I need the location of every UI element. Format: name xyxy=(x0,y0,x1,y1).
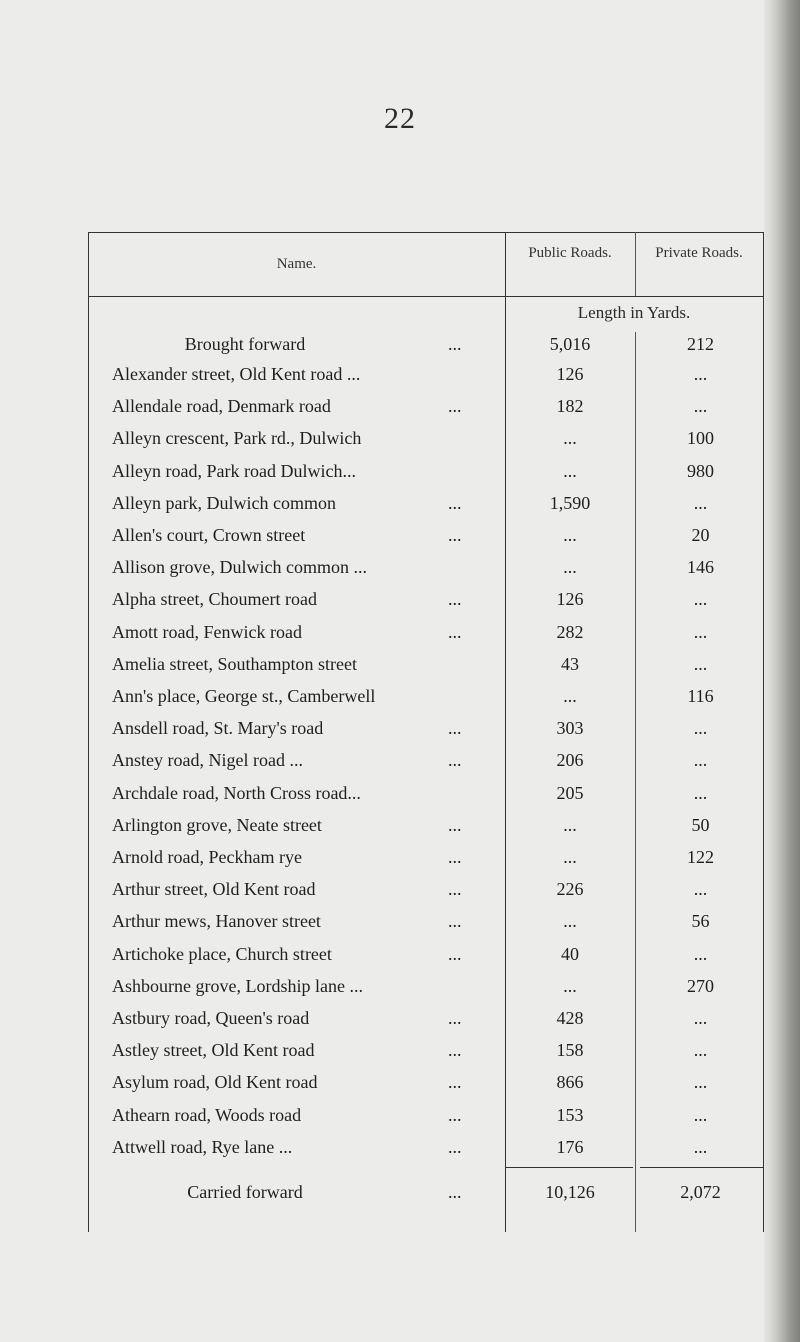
row-public-yards: 303 xyxy=(556,718,584,739)
table-row xyxy=(0,815,800,845)
row-public-yards: 40 xyxy=(561,943,579,964)
row-private-yards: ... xyxy=(693,1136,708,1157)
row-private-yards: ... xyxy=(693,1104,708,1125)
row-private-yards: ... xyxy=(693,1072,708,1093)
row-name: Allen's court, Crown street xyxy=(112,525,306,545)
row-name: Alleyn park, Dulwich common xyxy=(112,492,336,513)
row-name: Arthur mews, Hanover street xyxy=(112,911,321,932)
row-private-yards: 212 xyxy=(687,334,714,354)
row-public-yards: 126 xyxy=(556,364,584,384)
row-public-yards: 226 xyxy=(556,879,584,900)
row-name: Astley street, Old Kent road xyxy=(112,1040,315,1061)
row-public-yards: 5,016 xyxy=(549,334,591,354)
row-private-yards: ... xyxy=(693,396,708,417)
row-leader-dots: ... xyxy=(448,1072,462,1093)
row-private-yards: ... xyxy=(693,1040,708,1061)
row-leader-dots: ... xyxy=(448,1136,462,1157)
row-private-yards: 146 xyxy=(687,557,714,578)
table-row xyxy=(0,1137,800,1167)
table-row xyxy=(0,750,800,780)
table-top-rule xyxy=(88,232,763,233)
table-row xyxy=(0,911,800,941)
units-subheader: Length in Yards. xyxy=(577,303,691,322)
table-row xyxy=(0,622,800,652)
row-private-yards: ... xyxy=(693,653,708,674)
row-name: Arlington grove, Neate street xyxy=(112,814,322,835)
row-leader-dots: ... xyxy=(448,492,462,513)
row-public-yards: 282 xyxy=(556,621,584,642)
row-private-yards: ... xyxy=(693,879,708,900)
header-private xyxy=(635,243,763,264)
row-private-yards: ... xyxy=(693,492,708,513)
row-name: Attwell road, Rye lane ... xyxy=(112,1136,293,1157)
row-private-yards: 100 xyxy=(687,428,714,449)
row-name: Alexander street, Old Kent road ... xyxy=(112,364,361,384)
header-bottom-rule xyxy=(88,296,763,297)
row-leader-dots: ... xyxy=(448,718,462,739)
table-row xyxy=(0,396,800,426)
row-private-yards: ... xyxy=(693,1008,708,1028)
row-name: Artichoke place, Church street xyxy=(112,943,332,964)
row-leader-dots: ... xyxy=(448,525,462,545)
table-row xyxy=(0,654,800,684)
row-private-yards: ... xyxy=(693,718,708,739)
row-private-yards: 116 xyxy=(687,686,714,706)
row-private-yards: 20 xyxy=(691,525,710,545)
row-name: Carried forward xyxy=(187,1182,303,1202)
row-leader-dots: ... xyxy=(448,879,462,900)
row-private-yards: 270 xyxy=(687,975,714,996)
row-public-yards: 206 xyxy=(556,750,584,771)
row-name: Ann's place, George st., Camberwell xyxy=(112,686,376,706)
row-leader-dots: ... xyxy=(448,334,462,354)
row-public-yards: ... xyxy=(563,460,577,481)
row-public-yards: 43 xyxy=(561,653,579,674)
table-row xyxy=(0,879,800,909)
row-name: Archdale road, North Cross road... xyxy=(112,782,361,803)
row-leader-dots: ... xyxy=(448,589,462,610)
row-name: Anstey road, Nigel road ... xyxy=(112,750,303,771)
table-row xyxy=(0,847,800,877)
row-public-yards: ... xyxy=(563,847,577,867)
table-row xyxy=(0,525,800,555)
row-private-yards: ... xyxy=(693,364,708,384)
row-public-yards: 153 xyxy=(556,1104,584,1125)
row-private-yards: 2,072 xyxy=(680,1182,721,1202)
header-public xyxy=(505,243,635,264)
row-leader-dots: ... xyxy=(448,911,462,932)
row-public-yards: ... xyxy=(563,557,577,578)
row-name: Asylum road, Old Kent road xyxy=(112,1072,318,1093)
row-name: Alleyn crescent, Park rd., Dulwich xyxy=(112,428,362,449)
row-private-yards: ... xyxy=(693,589,708,610)
row-public-yards: 158 xyxy=(556,1040,584,1061)
row-public-yards: ... xyxy=(563,814,577,835)
row-public-yards: 182 xyxy=(556,396,584,417)
row-name: Ashbourne grove, Lordship lane ... xyxy=(112,975,363,996)
row-public-yards: ... xyxy=(563,911,577,932)
row-public-yards: 126 xyxy=(556,589,584,610)
row-name: Astbury road, Queen's road xyxy=(112,1008,310,1028)
row-leader-dots: ... xyxy=(448,1104,462,1125)
row-name: Allison grove, Dulwich common ... xyxy=(112,557,367,578)
row-public-yards: 176 xyxy=(556,1136,584,1157)
row-name: Amelia street, Southampton street xyxy=(112,653,357,674)
table-row xyxy=(0,718,800,748)
brought-forward-row xyxy=(0,334,800,364)
row-public-yards: 1,590 xyxy=(549,492,591,513)
table-row xyxy=(0,976,800,1006)
row-leader-dots: ... xyxy=(448,1008,462,1028)
row-name: Arthur street, Old Kent road xyxy=(112,879,316,900)
row-public-yards: 866 xyxy=(556,1072,584,1093)
row-public-yards: 428 xyxy=(556,1008,584,1028)
row-private-yards: 56 xyxy=(691,911,710,932)
row-private-yards: 122 xyxy=(687,847,714,867)
table-row xyxy=(0,944,800,974)
row-private-yards: ... xyxy=(693,621,708,642)
row-name: Athearn road, Woods road xyxy=(112,1104,302,1125)
table-row xyxy=(0,1072,800,1102)
row-private-yards: 980 xyxy=(687,460,714,481)
row-public-yards: 10,126 xyxy=(545,1182,595,1202)
row-leader-dots: ... xyxy=(448,943,462,964)
row-leader-dots: ... xyxy=(448,750,462,771)
row-private-yards: ... xyxy=(693,943,708,964)
row-private-yards: 50 xyxy=(691,814,710,835)
row-name: Arnold road, Peckham rye xyxy=(112,847,302,867)
row-leader-dots: ... xyxy=(448,814,462,835)
row-leader-dots: ... xyxy=(448,847,462,867)
row-name: Amott road, Fenwick road xyxy=(112,621,302,642)
row-leader-dots: ... xyxy=(448,1182,462,1202)
row-private-yards: ... xyxy=(693,782,708,803)
row-name: Allendale road, Denmark road xyxy=(112,396,331,417)
private-column-divider-header xyxy=(635,232,636,296)
table-row xyxy=(0,428,800,458)
table-row xyxy=(0,461,800,491)
total-rule-private xyxy=(640,1167,763,1168)
row-name: Brought forward xyxy=(184,334,306,354)
header-private-line2: Roads. xyxy=(701,245,743,261)
row-public-yards: 205 xyxy=(556,782,584,803)
row-name: Alpha street, Choumert road xyxy=(112,589,317,610)
table-row xyxy=(0,1008,800,1038)
table-row xyxy=(0,1105,800,1135)
total-rule-public xyxy=(505,1167,633,1168)
table-row xyxy=(0,493,800,523)
header-public-line1: Public xyxy=(528,245,567,261)
row-public-yards: ... xyxy=(563,428,577,449)
table-row xyxy=(0,686,800,716)
carried-forward-row xyxy=(0,1182,800,1212)
table-row xyxy=(0,783,800,813)
page-number: 22 xyxy=(384,102,416,135)
row-public-yards: ... xyxy=(563,686,577,706)
table-row xyxy=(0,589,800,619)
table-row xyxy=(0,557,800,587)
header-private-line1: Private xyxy=(655,245,698,261)
header-name: Name. xyxy=(276,256,317,272)
row-leader-dots: ... xyxy=(448,621,462,642)
row-name: Alleyn road, Park road Dulwich... xyxy=(112,460,356,481)
row-name: Ansdell road, St. Mary's road xyxy=(112,718,324,739)
row-public-yards: ... xyxy=(563,525,577,545)
row-leader-dots: ... xyxy=(448,396,462,417)
row-public-yards: ... xyxy=(563,975,577,996)
row-leader-dots: ... xyxy=(448,1040,462,1061)
header-public-line2: Roads. xyxy=(570,245,612,261)
table-row xyxy=(0,364,800,394)
table-row xyxy=(0,1040,800,1070)
row-private-yards: ... xyxy=(693,750,708,771)
